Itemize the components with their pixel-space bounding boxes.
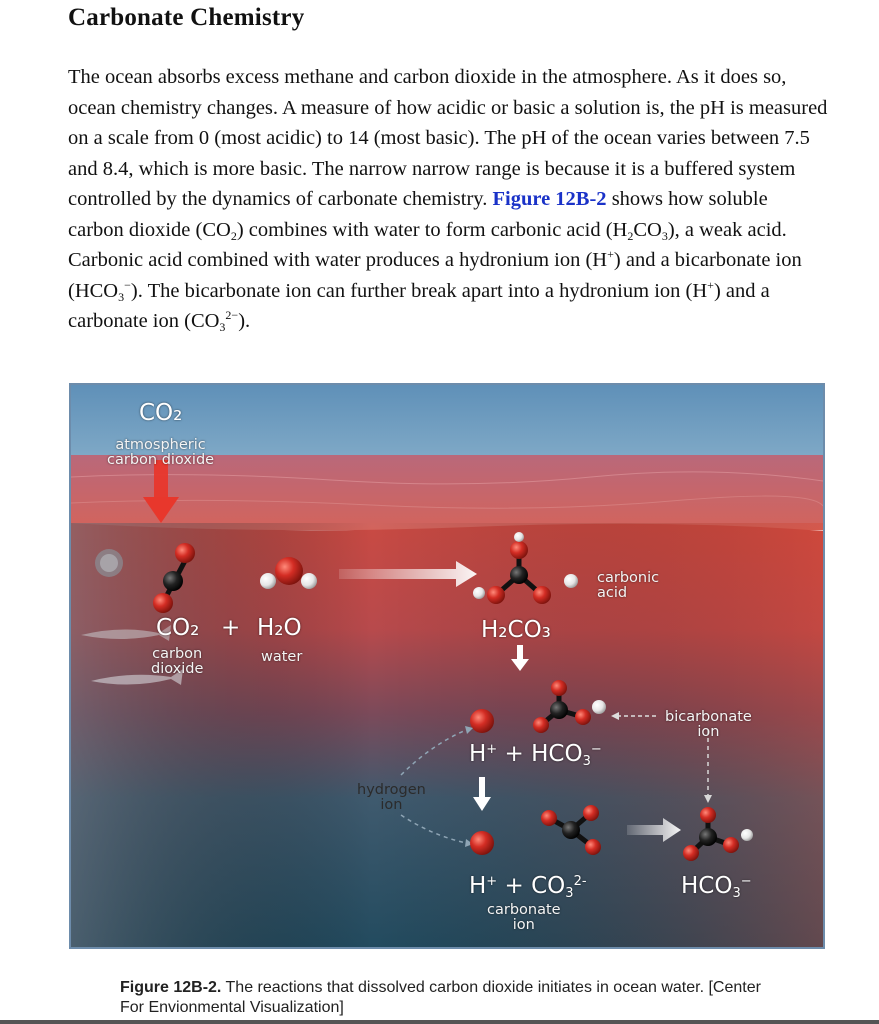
plus-sign: +	[221, 615, 241, 641]
hydrogen-plus-carbonate: $H^+ + CO_3^{2-}$	[469, 873, 587, 901]
figure-reference-link[interactable]: Figure 12B-2	[492, 188, 607, 210]
bicarbonate-formula-final: $HCO_3^-$	[681, 873, 752, 901]
page-title: Carbonate Chemistry	[68, 4, 305, 31]
carbon-dioxide-label: carbon dioxide	[151, 646, 204, 677]
water-label: water	[261, 649, 303, 665]
bicarbonate-ion-label: bicarbonate ion	[665, 709, 752, 740]
hydrogen-ion-atom-2	[470, 831, 494, 855]
body-paragraph: The ocean absorbs excess methane and carbon dioxide in the atmosphere. As it does so, ocean chemistry changes. A measure of how acidic or basic a solution is, the pH is measured on a scale from 0 (most acidic) to 14 (most basic). The pH of the ocean varies between 7.5 and 8.4, which is more basic. The narrow narrow range is because it is a buffered system controlled by the dynamics of carbonate chemistry. Figure 12B-2 shows how soluble carbon dioxide $(CO_2)$ combines with water to form carbonic acid $(H_2CO_3)$, a weak acid. Carbonic acid combined with water produces a hydronium ion (H+) and a bicarbonate ion $(HCO_3^-)$. The bicarbonate ion can further break apart into a hydronium ion (H+) and a carbonate ion $(CO_3^{2-})$.	[68, 66, 828, 334]
hydrogen-plus-bicarbonate: $H^+ + HCO_3^-$	[469, 741, 602, 769]
co2-formula: CO₂	[156, 615, 200, 641]
bottom-divider	[0, 1020, 879, 1024]
h2o-formula: H₂O	[257, 615, 302, 641]
atmospheric-co2-label: atmospheric carbon dioxide	[107, 437, 215, 468]
hydrogen-ion-atom	[470, 709, 494, 733]
h2co3-formula: H₂CO₃	[481, 617, 551, 643]
carbonate-chemistry-figure	[69, 383, 825, 949]
atmospheric-co2-formula: CO₂	[139, 400, 183, 426]
carbonate-ion-label: carbonate ion	[487, 902, 561, 933]
carbonic-acid-label: carbonic acid	[597, 570, 660, 601]
hydrogen-ion-label: hydrogen ion	[357, 782, 426, 813]
figure-caption: Figure 12B-2. The reactions that dissolved carbon dioxide initiates in ocean water. [Center For Envionmental Visualization]	[120, 979, 761, 1016]
